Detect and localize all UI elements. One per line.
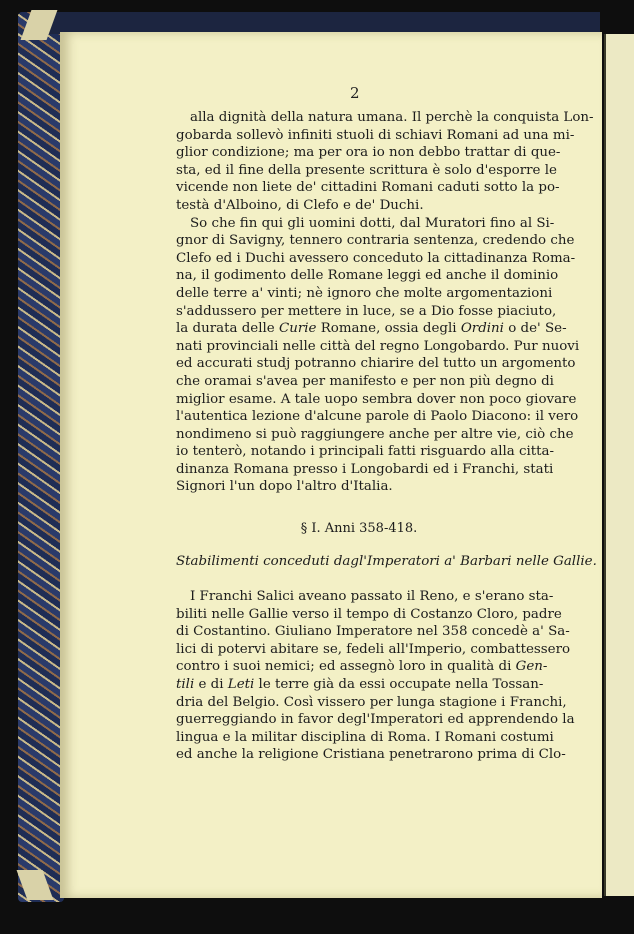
text-line	[176, 355, 576, 373]
text-line	[176, 641, 571, 659]
body-text-top	[176, 109, 594, 496]
text-segment: io tenterò, notando i principali fatti risguardo alla citta-	[176, 444, 555, 460]
text-segment: ed anche la religione Cristiana penetrarono prima di Clo-	[176, 747, 566, 763]
text-line	[176, 338, 580, 356]
text-line	[176, 285, 553, 303]
text-segment: Signori l'un dopo l'altro d'Italia.	[176, 479, 393, 495]
text-line	[176, 606, 562, 624]
text-segment: gobarda sollevò infiniti stuoli di schiavi Romani ad una mi-	[176, 127, 575, 143]
text-line	[176, 391, 577, 409]
text-line	[176, 197, 542, 215]
text-line	[176, 320, 567, 338]
text-segment: testà d'Alboino, di Clefo e de' Duchi.	[176, 197, 424, 213]
text-line	[176, 162, 557, 180]
text-segment: nondimeno si può raggiungere anche per altre vie, ciò che	[176, 426, 574, 442]
text-segment: na, il godimento delle Romane leggi ed anche il dominio	[176, 268, 559, 284]
text-line	[176, 478, 542, 496]
text-segment: sta, ed il fine della presente scrittura è solo d'esporre le	[176, 162, 557, 178]
text-line	[176, 250, 576, 268]
text-line	[176, 373, 554, 391]
text-line	[176, 623, 570, 641]
text-segment: le terre già da essi occupate nella Tossan-	[254, 676, 544, 692]
section-subtitle: Stabilimenti conceduti dagl'Imperatori a' Barbari nelle Gallie.	[176, 554, 597, 569]
text-line	[176, 711, 575, 729]
text-segment: I Franchi Salici aveano passato il Reno, e s'erano sta-	[190, 589, 554, 604]
text-line	[176, 408, 579, 426]
text-segment: So che fin qui gli uomini dotti, dal Muratori fino al Si-	[190, 215, 555, 231]
text-line	[176, 232, 575, 250]
text-line	[176, 144, 561, 162]
text-line	[176, 303, 557, 321]
text-segment: glior condizione; ma per ora io non debbo trattar di que-	[176, 145, 561, 161]
text-segment: Clefo ed i Duchi avessero conceduto la cittadinanza Roma-	[176, 250, 576, 266]
text-segment: s'addussero per mettere in luce, se a Dio fosse piaciuto,	[176, 303, 557, 319]
text-line	[176, 588, 554, 606]
text-line	[176, 179, 560, 197]
text-line	[176, 127, 575, 145]
page-number: 2	[350, 84, 360, 102]
facing-page-edge	[604, 34, 634, 896]
text-line	[176, 694, 567, 712]
italic-text: Leti	[227, 676, 255, 692]
italic-text: tili	[176, 676, 195, 692]
italic-text: Gen-	[515, 659, 548, 675]
text-line	[176, 676, 542, 694]
text-segment: di Costantino. Giuliano Imperatore nel 358 concedè a' Sa-	[176, 624, 570, 640]
text-segment: vicende non liete de' cittadini Romani caduti sotto la po-	[176, 180, 560, 196]
text-segment: nati provinciali nelle città del regno Longobardo. Pur nuovi	[176, 338, 580, 354]
text-line	[176, 746, 566, 764]
text-segment: guerreggiando in favor degl'Imperatori ed apprendendo la	[176, 712, 575, 728]
book-binding-marbled	[18, 12, 64, 902]
book-cover-top-edge	[40, 12, 600, 34]
text-line	[176, 215, 555, 233]
text-segment: contro i suoi nemici; ed assegnò loro in qualità di	[176, 659, 516, 675]
italic-text: Curie	[278, 321, 317, 337]
text-line	[176, 658, 548, 676]
text-segment: miglior esame. A tale uopo sembra dover non poco giovare	[176, 391, 577, 407]
text-segment: la durata delle	[176, 321, 279, 337]
body-text-bottom	[176, 588, 575, 764]
text-line	[176, 461, 554, 479]
text-segment: Romane, ossia degli	[316, 321, 461, 337]
text-segment: biliti nelle Gallie verso il tempo di Costanzo Cloro, padre	[176, 606, 562, 622]
text-segment: o de' Se-	[503, 321, 567, 337]
text-segment: alla dignità della natura umana. Il perchè la conquista Lon-	[190, 110, 594, 125]
text-segment: che oramai s'avea per manifesto e per non più degno di	[176, 373, 554, 389]
section-heading: § I. Anni 358-418.	[300, 521, 418, 536]
text-segment: e di	[194, 676, 228, 692]
italic-text: Ordini	[460, 321, 504, 337]
text-segment: gnor di Savigny, tennero contraria sentenza, credendo che	[176, 233, 575, 249]
text-line	[176, 426, 574, 444]
text-line	[176, 729, 554, 747]
text-line	[176, 443, 555, 461]
text-segment: dria del Belgio. Così vissero per lunga stagione i Franchi,	[176, 694, 567, 710]
text-segment: lici di potervi abitare se, fedeli all'Imperio, combattessero	[176, 641, 571, 657]
text-line	[176, 267, 559, 285]
text-segment: lingua e la militar disciplina di Roma. I Romani costumi	[176, 729, 554, 745]
text-segment: ed accurati studj potranno chiarire del tutto un argomento	[176, 356, 576, 372]
text-segment: l'autentica lezione d'alcune parole di Paolo Diacono: il vero	[176, 409, 579, 425]
text-line	[176, 109, 594, 127]
text-segment: delle terre a' vinti; nè ignoro che molte argomentazioni	[176, 285, 553, 301]
text-segment: dinanza Romana presso i Longobardi ed i Franchi, stati	[176, 461, 554, 477]
